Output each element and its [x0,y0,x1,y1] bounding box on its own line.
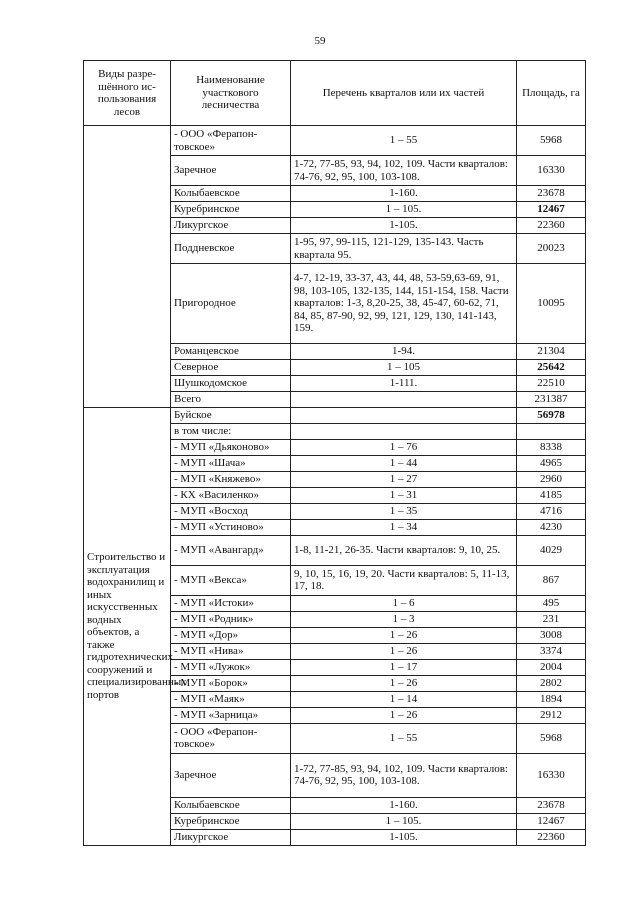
area-value: 3374 [517,643,586,659]
header-quarters: Перечень кварталов или их частей [291,61,517,126]
header-area: Площадь, га [517,61,586,126]
quarters-list [291,424,517,440]
quarters-list: 1 – 26 [291,675,517,691]
area-value: 12467 [517,813,586,829]
quarters-list: 1 – 26 [291,643,517,659]
area-value: 23678 [517,797,586,813]
quarters-list: 1 – 44 [291,455,517,471]
forestry-name: - МУП «Княжево» [171,471,291,487]
table-row [84,126,586,156]
quarters-list: 1 – 17 [291,659,517,675]
area-value: 23678 [517,186,586,202]
quarters-list: 1 – 105. [291,202,517,218]
area-value: 5968 [517,126,586,156]
quarters-list: 1 – 14 [291,691,517,707]
quarters-list: 1 – 105 [291,360,517,376]
forestry-name: Куребринское [171,202,291,218]
quarters-list [291,392,517,408]
area-value: 56978 [517,408,586,424]
quarters-list: 1 – 27 [291,471,517,487]
area-value: 22360 [517,218,586,234]
forestry-name: - МУП «Нива» [171,643,291,659]
area-value [517,424,586,440]
forestry-name: Всего [171,392,291,408]
quarters-list: 1-94. [291,344,517,360]
forestry-name: Куребринское [171,813,291,829]
table-header-row [84,61,586,126]
area-value: 8338 [517,439,586,455]
quarters-list: 1-111. [291,376,517,392]
header-use-type: Виды разре-шённого ис-пользования лесов [84,61,171,126]
quarters-list: 1-105. [291,829,517,845]
use-type-cell: Строительство и эксплуатация водохранилищ и иных искусственных водных объектов, а также гидротехнических сооружений и специализированных портов [84,408,171,846]
forestry-name: - МУП «Родник» [171,611,291,627]
page-number: 59 [314,35,326,47]
area-value: 16330 [517,753,586,797]
area-value: 231387 [517,392,586,408]
forestry-name: - МУП «Дьяконово» [171,439,291,455]
quarters-list: 1 – 6 [291,595,517,611]
quarters-list: 1 – 55 [291,723,517,753]
forestry-name: в том числе: [171,424,291,440]
area-value: 4965 [517,455,586,471]
area-value: 867 [517,565,586,595]
area-value: 25642 [517,360,586,376]
area-value: 12467 [517,202,586,218]
quarters-list: 4-7, 12-19, 33-37, 43, 44, 48, 53-59,63-69, 91, 98, 103-105, 132-135, 144, 151-154, 158. Части кварталов: 1-3, 8,20-25, 38, 45-47, 60-62, 71, 84, 85, 87-90, 92, 99, 121, 129, 130, 141-143, 159. [291,264,517,344]
area-value: 16330 [517,156,586,186]
area-value: 4716 [517,503,586,519]
quarters-list: 1-8, 11-21, 26-35. Части кварталов: 9, 10, 25. [291,535,517,565]
forestry-name: - МУП «Лужок» [171,659,291,675]
forestry-name: Колыбаевское [171,186,291,202]
forestry-name: Поддневское [171,234,291,264]
header-forestry: Наименование участкового лесничества [171,61,291,126]
forestry-name: Шушкодомское [171,376,291,392]
quarters-list: 1 – 55 [291,126,517,156]
quarters-list: 1 – 26 [291,627,517,643]
area-value: 231 [517,611,586,627]
area-value: 21304 [517,344,586,360]
quarters-list: 1 – 3 [291,611,517,627]
quarters-list: 1-160. [291,186,517,202]
quarters-list: 1-160. [291,797,517,813]
table-row [84,408,586,424]
area-value: 2912 [517,707,586,723]
area-value: 4185 [517,487,586,503]
forestry-name: - МУП «Маяк» [171,691,291,707]
forestry-name: - МУП «Борок» [171,675,291,691]
area-value: 2802 [517,675,586,691]
area-value: 2960 [517,471,586,487]
forestry-name: - МУП «Векса» [171,565,291,595]
forest-use-table [83,60,586,846]
forestry-name: - МУП «Дор» [171,627,291,643]
area-value: 3008 [517,627,586,643]
forestry-name: - МУП «Авангард» [171,535,291,565]
quarters-list: 1 – 76 [291,439,517,455]
forestry-name: Колыбаевское [171,797,291,813]
forestry-name: Пригородное [171,264,291,344]
quarters-list: 1 – 26 [291,707,517,723]
quarters-list: 1 – 35 [291,503,517,519]
area-value: 22360 [517,829,586,845]
quarters-list: 1-95, 97, 99-115, 121-129, 135-143. Часть квартала 95. [291,234,517,264]
forestry-name: Северное [171,360,291,376]
area-value: 2004 [517,659,586,675]
forestry-name: Романцевское [171,344,291,360]
area-value: 20023 [517,234,586,264]
quarters-list: 9, 10, 15, 16, 19, 20. Части кварталов: 5, 11-13, 17, 18. [291,565,517,595]
area-value: 4029 [517,535,586,565]
forestry-name: - ООО «Ферапон-товское» [171,126,291,156]
forestry-name: Ликургское [171,218,291,234]
area-value: 495 [517,595,586,611]
quarters-list: 1-72, 77-85, 93, 94, 102, 109. Части кварталов: 74-76, 92, 95, 100, 103-108. [291,753,517,797]
forestry-name: - МУП «Восход [171,503,291,519]
quarters-list: 1-72, 77-85, 93, 94, 102, 109. Части кварталов: 74-76, 92, 95, 100, 103-108. [291,156,517,186]
quarters-list [291,408,517,424]
forestry-name: Заречное [171,753,291,797]
forestry-name: - МУП «Истоки» [171,595,291,611]
quarters-list: 1 – 34 [291,519,517,535]
use-type-cell [84,126,171,408]
forestry-name: Ликургское [171,829,291,845]
forestry-name: - КХ «Василенко» [171,487,291,503]
quarters-list: 1 – 31 [291,487,517,503]
area-value: 22510 [517,376,586,392]
forestry-name: - МУП «Шача» [171,455,291,471]
forestry-name: - ООО «Ферапон-товское» [171,723,291,753]
area-value: 5968 [517,723,586,753]
quarters-list: 1 – 105. [291,813,517,829]
forestry-name: Буйское [171,408,291,424]
forestry-name: - МУП «Зарница» [171,707,291,723]
quarters-list: 1-105. [291,218,517,234]
area-value: 10095 [517,264,586,344]
forestry-name: Заречное [171,156,291,186]
forestry-name: - МУП «Устиново» [171,519,291,535]
area-value: 1894 [517,691,586,707]
area-value: 4230 [517,519,586,535]
